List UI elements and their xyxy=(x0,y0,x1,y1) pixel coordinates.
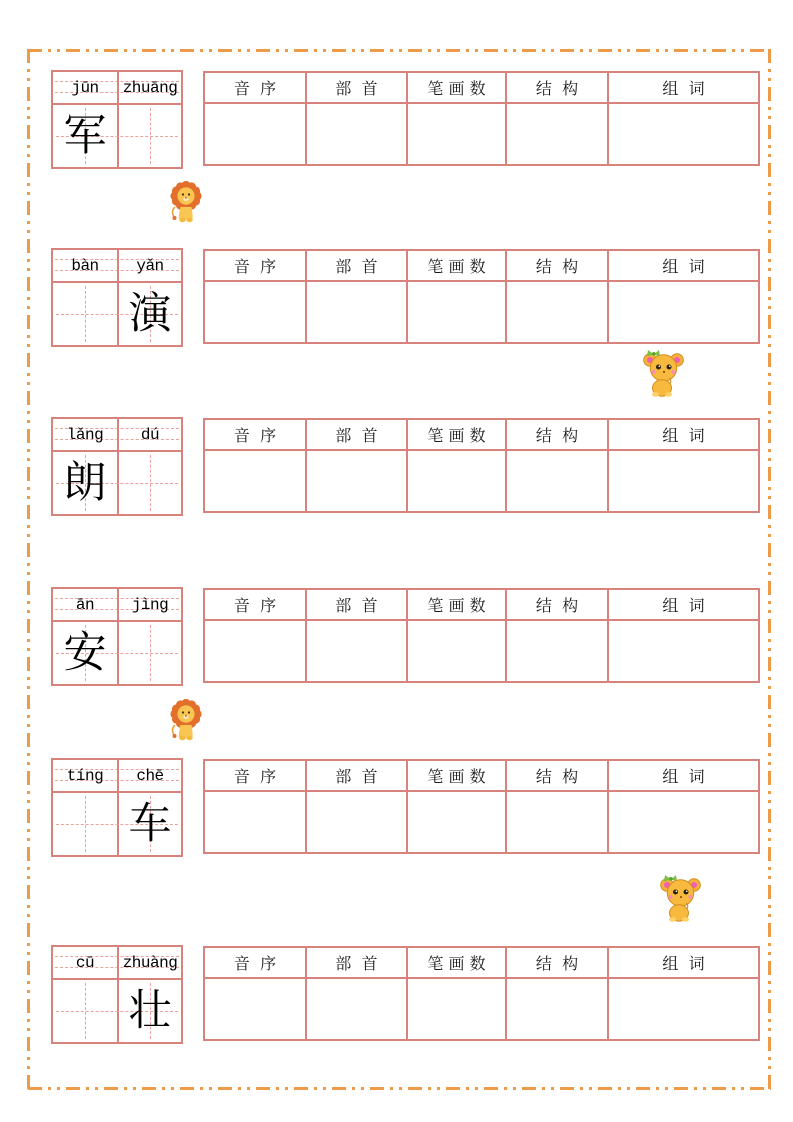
table-header-cell: 结 构 xyxy=(505,590,607,619)
table-header-cell: 笔 画 数 xyxy=(406,590,505,619)
worksheet-row xyxy=(51,417,760,516)
table-empty-cell xyxy=(607,621,758,681)
character-cell xyxy=(53,980,117,1042)
pinyin-cell xyxy=(53,589,117,620)
character-cell xyxy=(53,105,117,167)
character-text: 军 xyxy=(63,111,107,161)
table-empty-cell xyxy=(205,451,305,511)
pinyin-practice-grid xyxy=(51,758,183,857)
table-body-row xyxy=(205,621,758,681)
cell-guide-line xyxy=(85,796,86,852)
table-empty-cell xyxy=(607,979,758,1039)
table-header-cell: 笔 画 数 xyxy=(406,420,505,449)
table-empty-cell xyxy=(305,792,406,852)
character-text: 安 xyxy=(63,628,107,678)
table-empty-cell xyxy=(406,282,505,342)
character-cell xyxy=(117,283,181,345)
pinyin-cell xyxy=(117,589,181,620)
table-header-cell: 结 构 xyxy=(505,251,607,280)
table-header-cell: 结 构 xyxy=(505,420,607,449)
table-header-cell: 音 序 xyxy=(233,954,277,973)
pinyin-cell xyxy=(53,250,117,281)
character-text: 壮 xyxy=(128,986,172,1036)
table-header-row xyxy=(205,948,758,979)
pinyin-cell xyxy=(117,947,181,978)
pinyin-cell xyxy=(117,419,181,450)
table-header-cell: 部 首 xyxy=(305,420,406,449)
pinyin-cell xyxy=(117,72,181,103)
worksheet-row xyxy=(51,70,760,169)
table-header-cell: 部 首 xyxy=(305,948,406,977)
table-body-row xyxy=(205,282,758,342)
character-band xyxy=(53,980,181,1042)
pinyin-text: lǎng xyxy=(66,425,104,444)
table-empty-cell xyxy=(305,621,406,681)
pinyin-text: dú xyxy=(140,425,160,444)
table-empty-cell xyxy=(505,282,607,342)
character-text: 朗 xyxy=(63,458,107,508)
pinyin-band xyxy=(53,589,181,622)
character-info-table xyxy=(203,759,760,854)
table-body-row xyxy=(205,104,758,164)
pinyin-cell xyxy=(53,760,117,791)
pinyin-text: jìng xyxy=(131,595,169,614)
worksheet-row xyxy=(51,248,760,347)
page-frame-left xyxy=(27,49,30,1090)
pinyin-text: jūn xyxy=(71,78,99,97)
table-empty-cell xyxy=(205,282,305,342)
pinyin-text: zhuàng xyxy=(122,953,178,972)
page-frame-bottom xyxy=(28,1087,771,1090)
character-band xyxy=(53,622,181,684)
table-header-cell: 结 构 xyxy=(505,761,607,790)
character-cell xyxy=(117,622,181,684)
character-cell xyxy=(53,622,117,684)
table-header-row xyxy=(205,251,758,282)
worksheet-row xyxy=(51,758,760,857)
character-cell xyxy=(117,980,181,1042)
pinyin-cell xyxy=(53,72,117,103)
pinyin-band xyxy=(53,419,181,452)
character-cell xyxy=(53,283,117,345)
cell-guide-line xyxy=(85,286,86,342)
character-info-table xyxy=(203,946,760,1041)
pinyin-practice-grid xyxy=(51,587,183,686)
table-empty-cell xyxy=(505,979,607,1039)
table-empty-cell xyxy=(505,451,607,511)
pinyin-practice-grid xyxy=(51,248,183,347)
table-header-cell: 组 词 xyxy=(607,948,758,977)
pinyin-band xyxy=(53,250,181,283)
character-info-table xyxy=(203,418,760,513)
table-header-cell: 组 词 xyxy=(607,761,758,790)
worksheet-row xyxy=(51,587,760,686)
cell-guide-line xyxy=(150,625,151,681)
table-empty-cell xyxy=(305,104,406,164)
character-text: 车 xyxy=(128,799,172,849)
pinyin-text: chē xyxy=(136,766,164,785)
pinyin-text: bàn xyxy=(71,256,99,275)
table-empty-cell xyxy=(205,104,305,164)
character-cell xyxy=(117,452,181,514)
character-text: 演 xyxy=(128,289,172,339)
table-empty-cell xyxy=(607,104,758,164)
page-frame-right xyxy=(768,49,771,1090)
lion-icon xyxy=(166,698,206,743)
table-header-cell: 音 序 xyxy=(233,767,277,786)
character-cell xyxy=(53,793,117,855)
table-empty-cell xyxy=(607,451,758,511)
table-empty-cell xyxy=(406,451,505,511)
table-header-cell: 组 词 xyxy=(607,420,758,449)
table-header-cell: 音 序 xyxy=(233,426,277,445)
character-info-table xyxy=(203,249,760,344)
table-header-row xyxy=(205,420,758,451)
cell-guide-line xyxy=(150,108,151,164)
table-empty-cell xyxy=(305,979,406,1039)
pinyin-text: zhuāng xyxy=(122,78,178,97)
pinyin-cell xyxy=(117,250,181,281)
pinyin-cell xyxy=(117,760,181,791)
table-header-cell: 笔 画 数 xyxy=(406,761,505,790)
table-header-cell: 结 构 xyxy=(505,948,607,977)
table-header-cell: 笔 画 数 xyxy=(406,73,505,102)
pinyin-band xyxy=(53,72,181,105)
table-header-row xyxy=(205,761,758,792)
cell-guide-line xyxy=(85,983,86,1039)
table-empty-cell xyxy=(205,792,305,852)
table-header-row xyxy=(205,590,758,621)
pinyin-cell xyxy=(53,419,117,450)
table-header-cell: 笔 画 数 xyxy=(406,948,505,977)
pinyin-band xyxy=(53,947,181,980)
pinyin-text: yǎn xyxy=(136,256,164,275)
table-header-cell: 结 构 xyxy=(505,73,607,102)
table-empty-cell xyxy=(305,282,406,342)
lion-icon xyxy=(166,180,206,225)
table-empty-cell xyxy=(607,282,758,342)
cell-guide-line xyxy=(150,455,151,511)
pinyin-band xyxy=(53,760,181,793)
table-empty-cell xyxy=(505,621,607,681)
table-header-cell: 音 序 xyxy=(233,257,277,276)
table-header-cell: 部 首 xyxy=(305,761,406,790)
table-header-cell: 笔 画 数 xyxy=(406,251,505,280)
table-header-cell: 部 首 xyxy=(305,590,406,619)
table-header-cell: 部 首 xyxy=(305,73,406,102)
table-empty-cell xyxy=(406,104,505,164)
table-empty-cell xyxy=(205,979,305,1039)
table-header-cell: 部 首 xyxy=(305,251,406,280)
pinyin-cell xyxy=(53,947,117,978)
character-band xyxy=(53,105,181,167)
table-empty-cell xyxy=(505,792,607,852)
table-empty-cell xyxy=(607,792,758,852)
table-empty-cell xyxy=(406,621,505,681)
table-body-row xyxy=(205,979,758,1039)
pinyin-practice-grid xyxy=(51,945,183,1044)
pinyin-practice-grid xyxy=(51,70,183,169)
table-header-cell: 组 词 xyxy=(607,73,758,102)
table-body-row xyxy=(205,451,758,511)
table-empty-cell xyxy=(505,104,607,164)
pinyin-text: tíng xyxy=(66,766,104,785)
pinyin-practice-grid xyxy=(51,417,183,516)
table-header-cell: 音 序 xyxy=(233,596,277,615)
table-empty-cell xyxy=(406,979,505,1039)
table-body-row xyxy=(205,792,758,852)
pinyin-text: ān xyxy=(75,595,95,614)
worksheet-row xyxy=(51,945,760,1044)
table-empty-cell xyxy=(305,451,406,511)
table-header-cell: 组 词 xyxy=(607,590,758,619)
character-info-table xyxy=(203,71,760,166)
table-empty-cell xyxy=(406,792,505,852)
character-cell xyxy=(117,105,181,167)
character-band xyxy=(53,793,181,855)
page-frame-top xyxy=(28,49,771,52)
character-band xyxy=(53,452,181,514)
table-empty-cell xyxy=(205,621,305,681)
character-cell xyxy=(117,793,181,855)
character-info-table xyxy=(203,588,760,683)
bear-icon xyxy=(638,348,688,398)
character-cell xyxy=(53,452,117,514)
bear-icon xyxy=(655,873,705,923)
table-header-row xyxy=(205,73,758,104)
table-header-cell: 音 序 xyxy=(233,79,277,98)
character-band xyxy=(53,283,181,345)
table-header-cell: 组 词 xyxy=(607,251,758,280)
pinyin-text: cū xyxy=(75,953,95,972)
